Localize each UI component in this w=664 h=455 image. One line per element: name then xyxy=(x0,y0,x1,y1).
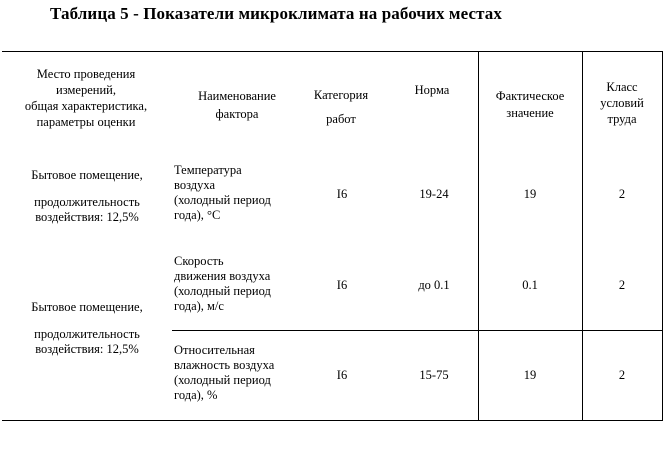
column-divider-class xyxy=(582,51,583,421)
page-title: Таблица 5 - Показатели микроклимата на рабочих местах xyxy=(50,4,502,23)
table-right-border xyxy=(662,51,663,421)
table-top-border xyxy=(2,51,663,52)
row2-class: 2 xyxy=(618,278,626,292)
row-separator xyxy=(172,330,663,331)
row3-category: I6 xyxy=(336,368,348,382)
place-group-2: Бытовое помещение, продолжительность воздействия: 12,5% xyxy=(31,300,143,356)
header-norm: Норма xyxy=(414,83,450,97)
row1-norm: 19-24 xyxy=(419,187,449,201)
row3-factor: Относительная влажность воздуха (холодный период года), % xyxy=(174,343,275,402)
row1-category: I6 xyxy=(336,187,348,201)
row1-factor: Температура воздуха (холодный период года), °С xyxy=(174,163,271,222)
header-actual: Фактическое значение xyxy=(495,89,565,120)
header-factor: Наименование фактора xyxy=(198,89,276,121)
header-place: Место проведения измерений, общая характеристика, параметры оценки xyxy=(24,67,148,129)
row2-category: I6 xyxy=(336,278,348,292)
row2-factor: Скорость движения воздуха (холодный период года), м/с xyxy=(174,254,271,313)
row2-actual: 0.1 xyxy=(522,278,538,292)
row1-class: 2 xyxy=(618,187,626,201)
column-divider-actual xyxy=(478,51,479,421)
place-group-1: Бытовое помещение, продолжительность воздействия: 12,5% xyxy=(31,168,143,224)
row3-class: 2 xyxy=(618,368,626,382)
row3-norm: 15-75 xyxy=(419,368,449,382)
table-bottom-border xyxy=(2,420,663,421)
row1-actual: 19 xyxy=(523,187,537,201)
header-category: Категория работ xyxy=(313,88,369,126)
header-class: Класс условий труда xyxy=(600,80,644,126)
row2-norm: до 0.1 xyxy=(418,278,450,292)
row3-actual: 19 xyxy=(523,368,537,382)
